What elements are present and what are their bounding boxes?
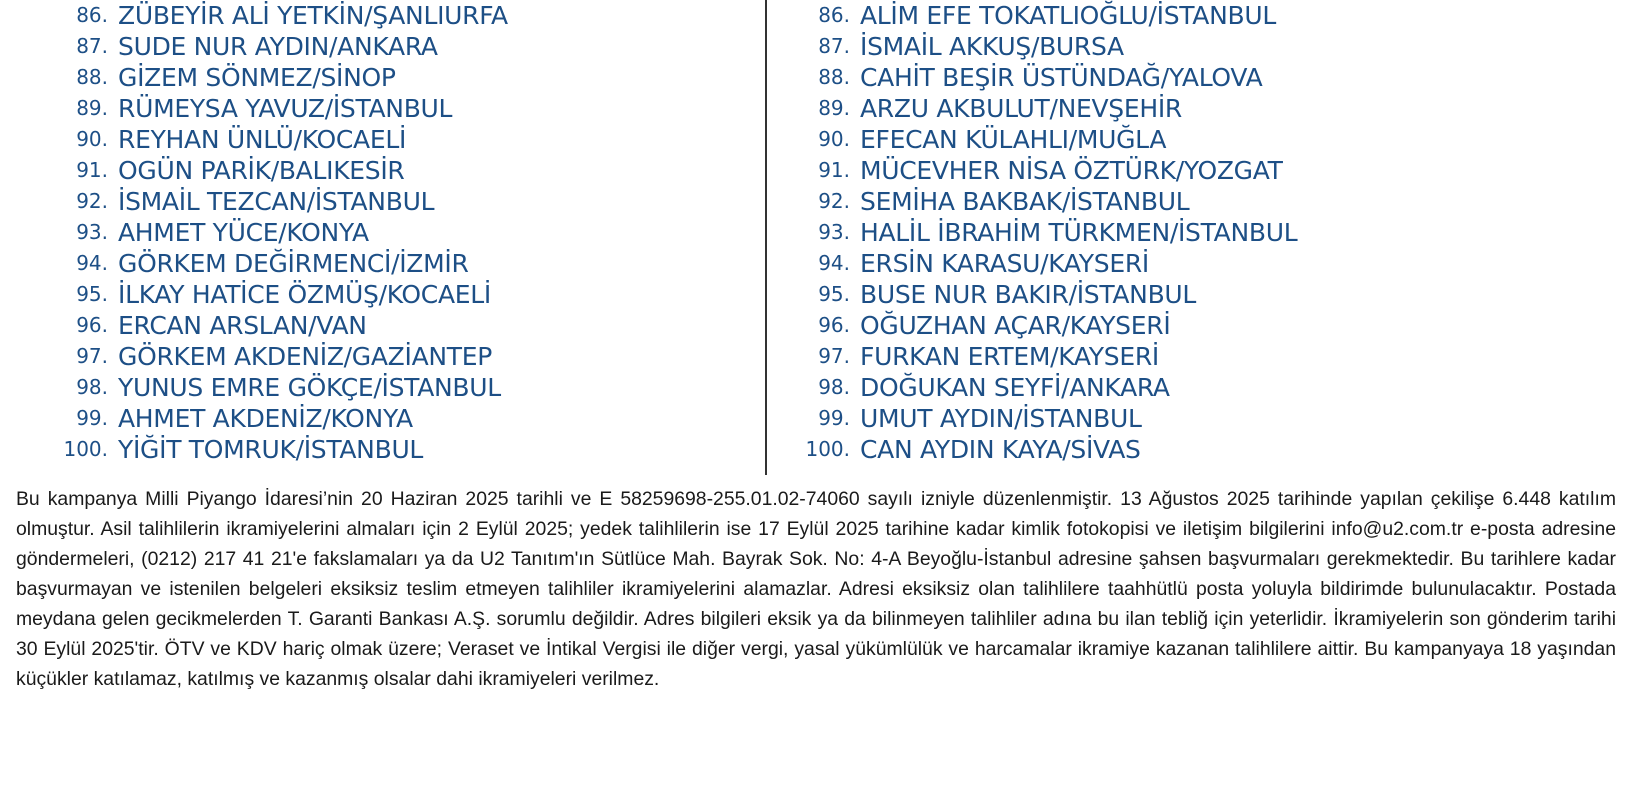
winner-name: GİZEM SÖNMEZ/SİNOP (118, 63, 396, 92)
list-item (0, 434, 700, 465)
list-item (770, 310, 1570, 341)
winner-name: CAN AYDIN KAYA/SİVAS (860, 435, 1141, 464)
list-item (0, 62, 700, 93)
winner-name: RÜMEYSA YAVUZ/İSTANBUL (118, 94, 453, 123)
winner-name: İLKAY HATİCE ÖZMÜŞ/KOCAELİ (118, 280, 491, 309)
rank-number: 95. (818, 282, 850, 306)
list-item (0, 124, 700, 155)
winner-name: EFECAN KÜLAHLI/MUĞLA (860, 125, 1167, 154)
winner-name: OGÜN PARİK/BALIKESİR (118, 156, 405, 185)
rank-number: 89. (818, 96, 850, 120)
winner-name: YUNUS EMRE GÖKÇE/İSTANBUL (118, 373, 501, 402)
rank-number: 97. (818, 344, 850, 368)
rank-number: 90. (818, 127, 850, 151)
list-item (0, 341, 700, 372)
winner-name: GÖRKEM AKDENİZ/GAZİANTEP (118, 342, 493, 371)
list-item (0, 248, 700, 279)
list-item (0, 93, 700, 124)
rank-number: 99. (818, 406, 850, 430)
rank-number: 98. (76, 375, 108, 399)
winner-name: REYHAN ÜNLÜ/KOCAELİ (118, 125, 407, 154)
winner-name: OĞUZHAN AÇAR/KAYSERİ (860, 311, 1171, 340)
winner-name: İSMAİL AKKUŞ/BURSA (860, 32, 1124, 61)
winner-name: CAHİT BEŞİR ÜSTÜNDAĞ/YALOVA (860, 63, 1263, 92)
list-item (770, 155, 1570, 186)
list-item (0, 186, 700, 217)
list-item (770, 31, 1570, 62)
rank-number: 87. (76, 34, 108, 58)
list-item (770, 62, 1570, 93)
rank-number: 96. (818, 313, 850, 337)
rank-number: 99. (76, 406, 108, 430)
winners-column-right (770, 0, 1570, 465)
winner-name: ZÜBEYİR ALİ YETKİN/ŞANLIURFA (118, 1, 508, 30)
list-item (0, 155, 700, 186)
rank-number: 96. (76, 313, 108, 337)
winner-name: İSMAİL TEZCAN/İSTANBUL (118, 187, 435, 216)
rank-number: 91. (818, 158, 850, 182)
winner-name: BUSE NUR BAKIR/İSTANBUL (860, 280, 1197, 309)
list-item (770, 93, 1570, 124)
list-item (770, 341, 1570, 372)
list-item (0, 217, 700, 248)
rank-number: 97. (76, 344, 108, 368)
rank-number: 86. (818, 3, 850, 27)
winner-name: AHMET YÜCE/KONYA (118, 218, 369, 247)
list-item (770, 372, 1570, 403)
list-item (770, 186, 1570, 217)
rank-number: 90. (76, 127, 108, 151)
rank-number: 100. (805, 437, 850, 461)
winner-name: HALİL İBRAHİM TÜRKMEN/İSTANBUL (860, 218, 1298, 247)
winner-name: ERCAN ARSLAN/VAN (118, 311, 367, 340)
winner-name: ERSİN KARASU/KAYSERİ (860, 249, 1149, 278)
winner-name: AHMET AKDENİZ/KONYA (118, 404, 413, 433)
rank-number: 88. (76, 65, 108, 89)
column-divider (765, 0, 767, 475)
list-item (770, 124, 1570, 155)
winner-name: YİĞİT TOMRUK/İSTANBUL (118, 435, 424, 464)
list-item (770, 434, 1570, 465)
rank-number: 94. (818, 251, 850, 275)
winner-name: SEMİHA BAKBAK/İSTANBUL (860, 187, 1190, 216)
list-item (770, 279, 1570, 310)
list-item (0, 403, 700, 434)
list-item (0, 0, 700, 31)
winners-column-left (0, 0, 700, 465)
rank-number: 93. (76, 220, 108, 244)
rank-number: 95. (76, 282, 108, 306)
winner-name: SUDE NUR AYDIN/ANKARA (118, 32, 438, 61)
list-item (0, 279, 700, 310)
campaign-notice-paragraph: Bu kampanya Milli Piyango İdaresi’nin 20 Haziran 2025 tarihli ve E 58259698-255.01.02-74060 sayılı izniyle düzenlenmiştir. 13 Ağustos 2025 tarihinde yapılan çekilişe 6.448 katılım olmuştur. Asil talihlilerin ikramiyelerini almaları için 2 Eylül 2025; yedek talihlilerin ise 17 Eylül 2025 tarihine kadar kimlik fotokopisi ve iletişim bilgilerini info@u2.com.tr e-posta adresine göndermeleri, (0212) 217 41 21'e fakslamaları ya da U2 Tanıtım'ın Sütlüce Mah. Bayrak Sok. No: 4-A Beyoğlu-İstanbul adresine şahsen başvurmaları gerekmektedir. Bu tarihlere kadar başvurmayan ve istenilen belgeleri eksiksiz teslim etmeyen talihliler ikramiyelerini alamazlar. Adresi eksiksiz olan talihlilere taahhütlü posta yoluyla bildirimde bulunulacaktır. Postada meydana gelen gecikmelerden T. Garanti Bankası A.Ş. sorumlu değildir. Adres bilgileri eksik ya da bilinmeyen talihliler adına bu ilan tebliğ için yeterlidir. İkramiyelerin son gönderim tarihi 30 Eylül 2025'tir. ÖTV ve KDV hariç olmak üzere; Veraset ve İntikal Vergisi ile diğer vergi, yasal yükümlülük ve harcamalar ikramiye kazanan talihlilere aittir. Bu kampanyaya 18 yaşından küçükler katılamaz, katılmış ve kazanmış olsalar dahi ikramiyeleri verilmez. (16, 488, 1616, 690)
rank-number: 88. (818, 65, 850, 89)
rank-number: 98. (818, 375, 850, 399)
winner-name: ARZU AKBULUT/NEVŞEHİR (860, 94, 1182, 123)
winner-name: UMUT AYDIN/İSTANBUL (860, 404, 1142, 433)
list-item (770, 0, 1570, 31)
winner-name: MÜCEVHER NİSA ÖZTÜRK/YOZGAT (860, 156, 1283, 185)
winner-name: ALİM EFE TOKATLIOĞLU/İSTANBUL (860, 1, 1276, 30)
rank-number: 93. (818, 220, 850, 244)
list-item (770, 217, 1570, 248)
rank-number: 91. (76, 158, 108, 182)
list-item (0, 310, 700, 341)
winner-name: FURKAN ERTEM/KAYSERİ (860, 342, 1159, 371)
rank-number: 94. (76, 251, 108, 275)
list-item (0, 372, 700, 403)
rank-number: 92. (818, 189, 850, 213)
winner-name: GÖRKEM DEĞİRMENCİ/İZMİR (118, 249, 469, 278)
list-item (770, 403, 1570, 434)
rank-number: 92. (76, 189, 108, 213)
list-item (0, 31, 700, 62)
rank-number: 86. (76, 3, 108, 27)
rank-number: 100. (63, 437, 108, 461)
rank-number: 87. (818, 34, 850, 58)
winner-name: DOĞUKAN SEYFİ/ANKARA (860, 373, 1170, 402)
list-item (770, 248, 1570, 279)
rank-number: 89. (76, 96, 108, 120)
